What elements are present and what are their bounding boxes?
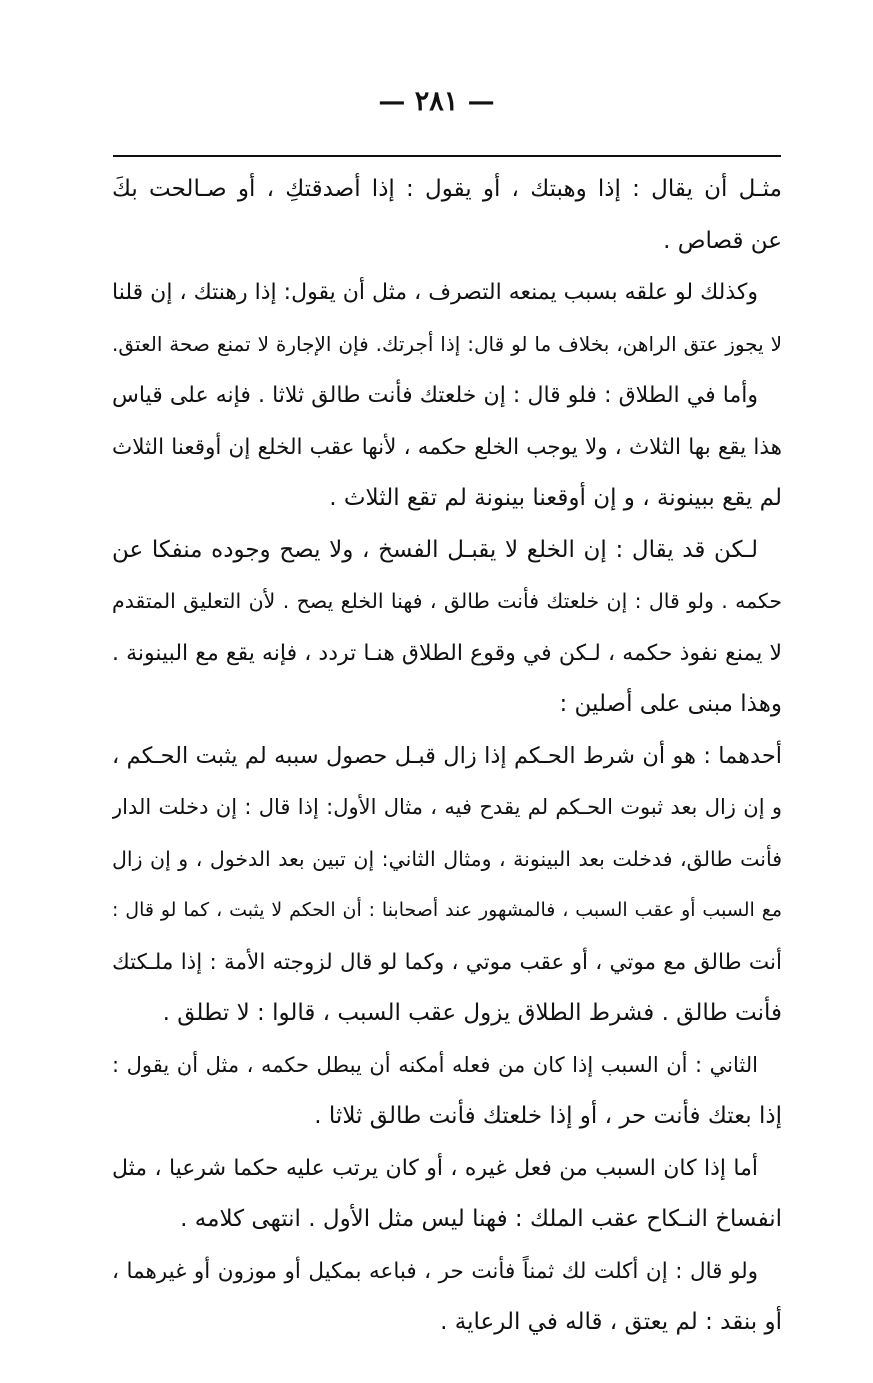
body-text [112,164,782,1349]
text-line: وكذلك لو علقه بسبب يمنعه التصرف ، مثل أن يقول: إذا رهنتك ، إن قلنا [112,280,758,305]
text-line: لم يقع ببينونة ، و إن أوقعنا بينونة لم تقع الثلاث . [329,485,782,511]
text-line: مثـل أن يقال : إذا وهبتك ، أو يقول : إذا أصدقتكِ ، أو صـالحت بكَ [112,176,782,202]
text-line: لـكن قد يقال : إن الخلع لا يقبـل الفسخ ، ولا يصح وجوده منفكا عن [112,536,758,563]
text-line: فأنت طالق، فدخلت بعد البينونة ، ومثال الثاني: إن تبين بعد الدخول ، و إن زال [112,846,782,871]
text-line: لا يمنع نفوذ حكمه ، لـكن في وقوع الطلاق هنـا تردد ، فإنه يقع مع البينونة . [112,640,782,666]
text-line: لا يجوز عتق الراهن، بخلاف ما لو قال: إذا أجرتك. فإن الإجارة لا تمنع صحة العتق. [112,331,782,356]
page-number: — ٢٨١ — [378,86,495,117]
text-line: عن قصاص . [663,227,782,254]
text-line: وهذا مبنى على أصلين : [559,691,782,717]
text-line: أما إذا كان السبب من فعل غيره ، أو كان يرتب عليه حكما شرعيا ، مثل [112,1155,758,1181]
text-line: و إن زال بعد ثبوت الحـكم لم يقدح فيه ، مثال الأول: إذا قال : إن دخلت الدار [112,795,782,819]
text-line: أنت طالق مع موتي ، أو عقب موتي ، وكما لو قال لزوجته الأمة : إذا ملـكتك [112,949,782,975]
text-line: مع السبب أو عقب السبب ، فالمشهور عند أصحابنا : أن الحكم لا يثبت ، كما لو قال : [112,899,782,921]
text-line: ولو قال : إن أكلت لك ثمناً فأنت حر ، فباعه بمكيل أو موزون أو غيرهما ، [112,1258,758,1284]
text-line: فأنت طالق . فشرط الطلاق يزول عقب السبب ، قالوا : لا تطلق . [162,1000,782,1026]
text-line: إذا بعتك فأنت حر ، أو إذا خلعتك فأنت طالق ثلاثا . [314,1103,782,1129]
text-line: أو بنقد : لم يعتق ، قاله في الرعاية . [440,1309,782,1335]
text-line: الثاني : أن السبب إذا كان من فعله أمكنه أن يبطل حكمه ، مثل أن يقول : [112,1052,758,1077]
text-line: هذا يقع بها الثلاث ، ولا يوجب الخلع حكمه ، لأنها عقب الخلع إن أوقعنا الثلاث [112,434,782,460]
text-line: حكمه . ولو قال : إن خلعتك فأنت طالق ، فهنا الخلع يصح . لأن التعليق المتقدم [112,589,782,613]
text-line: أحدهما : هو أن شرط الحـكم إذا زال قبـل حصول سببه لم يثبت الحـكم ، [112,742,782,769]
text-line: وأما في الطلاق : فلو قال : إن خلعتك فأنت طالق ثلاثا . فإنه على قياس [112,383,758,408]
header-rule [113,155,781,157]
text-line: انفساخ النـكاح عقب الملك : فهنا ليس مثل الأول . انتهى كلامه . [180,1206,782,1232]
